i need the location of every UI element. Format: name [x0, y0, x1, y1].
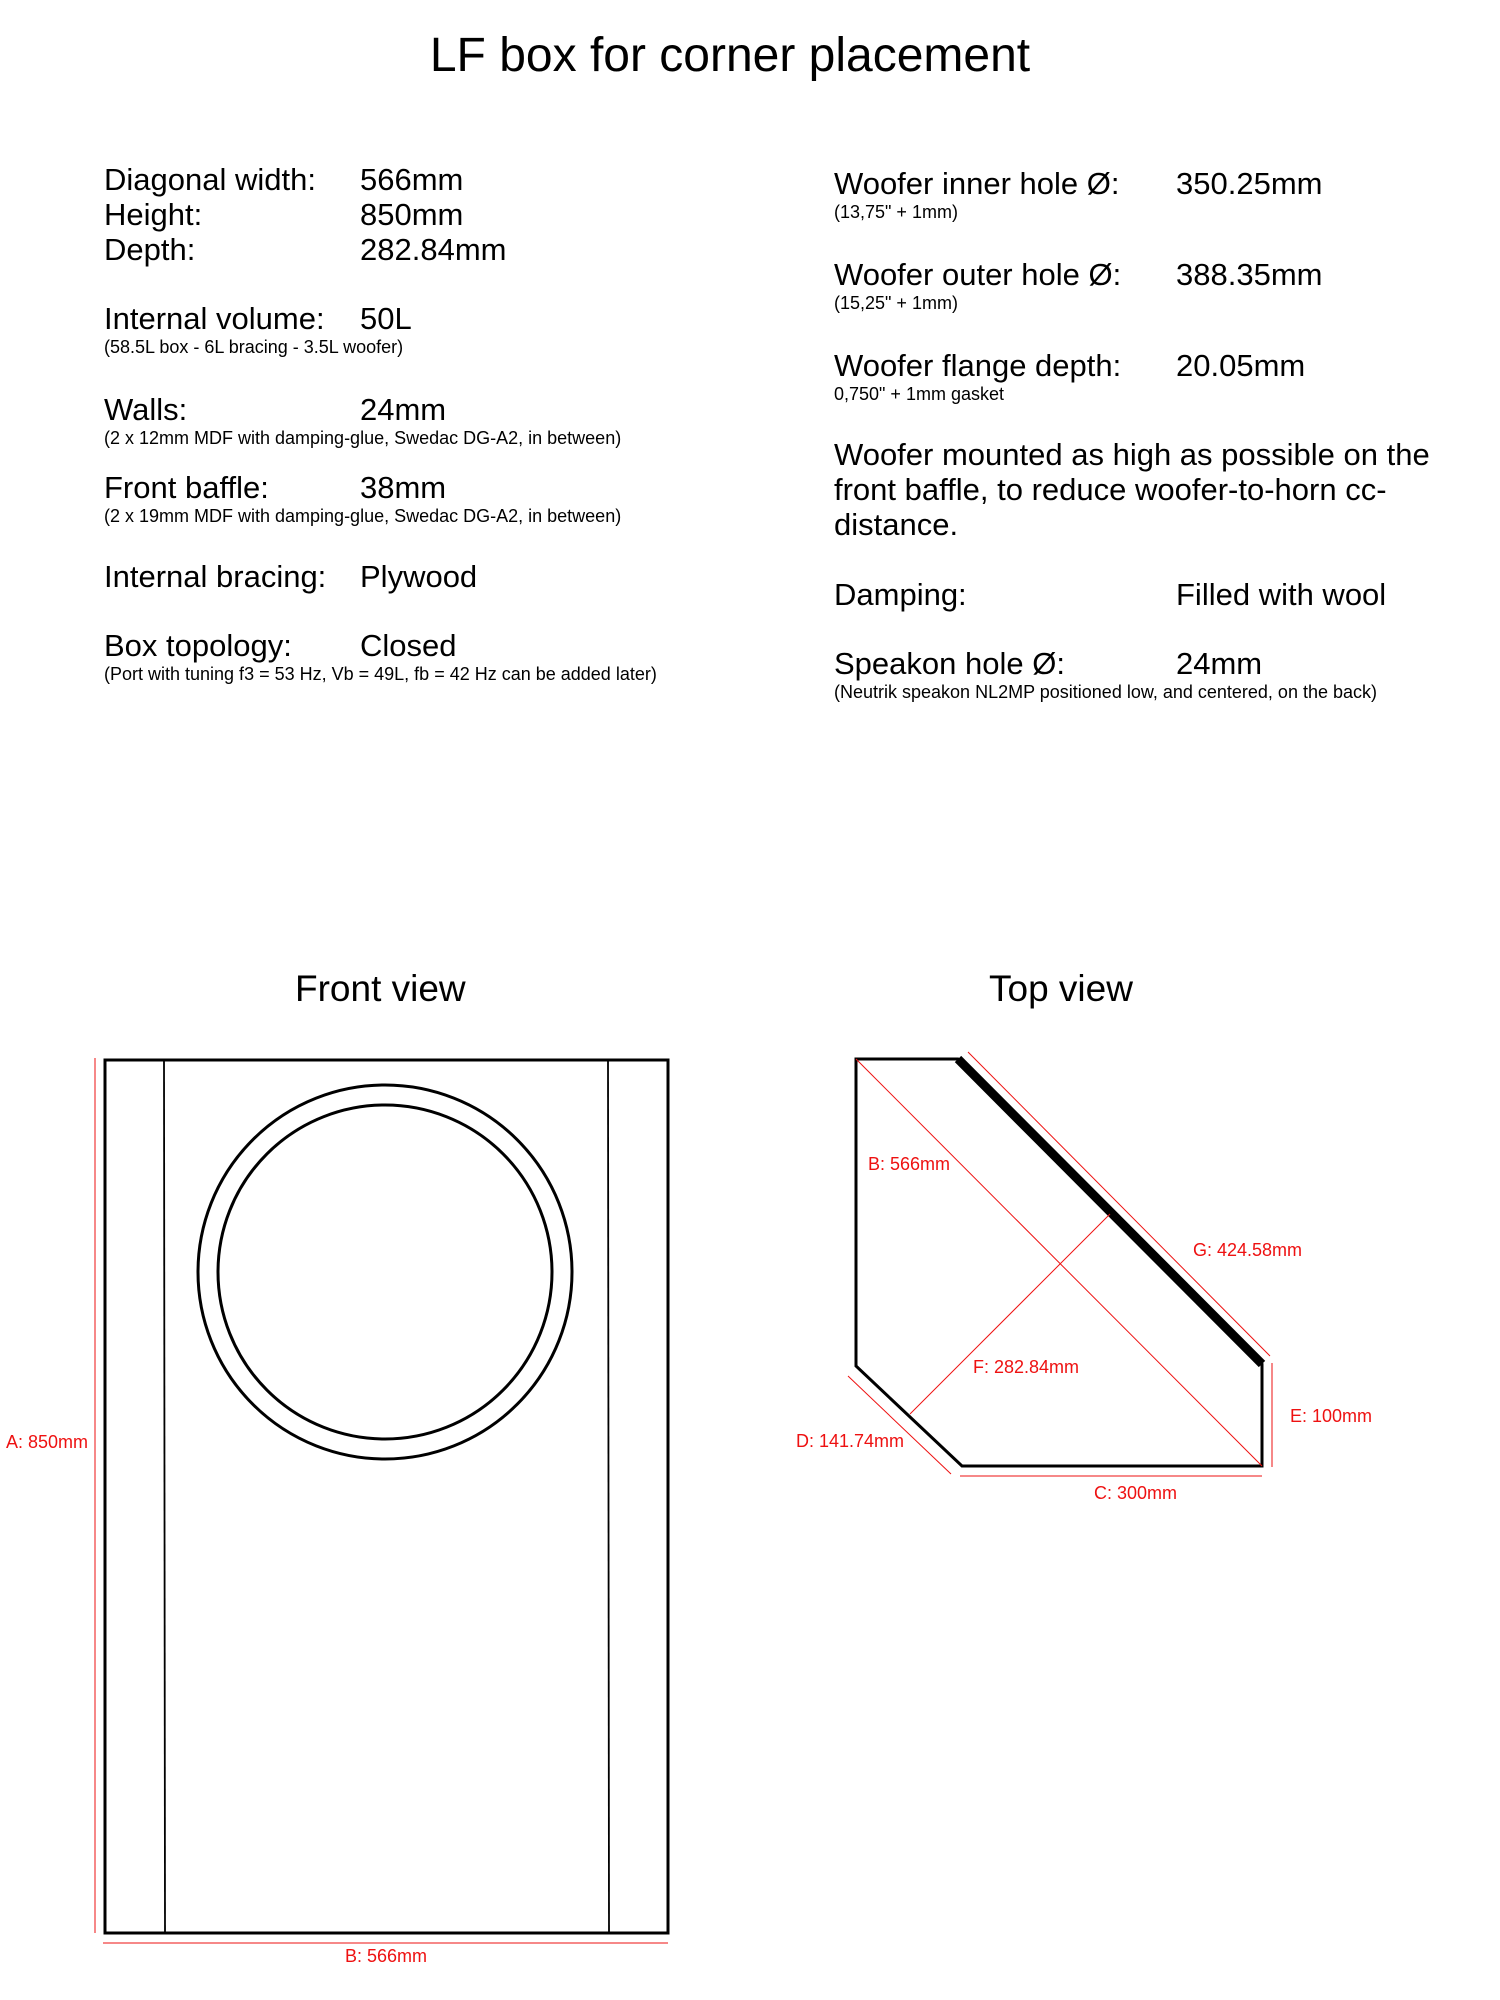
front-baffle-label: Front baffle: — [104, 470, 269, 505]
front-baffle-edge — [958, 1059, 1262, 1364]
top-view-title: Top view — [989, 968, 1133, 1009]
height-label: Height: — [104, 197, 203, 232]
diagonal-width-label: Diagonal width: — [104, 162, 316, 197]
woofer-outer-hole-label: Woofer outer hole Ø: — [834, 257, 1122, 292]
front-view-outline — [105, 1060, 668, 1933]
woofer-outer-hole-value: 388.35mm — [1176, 257, 1323, 292]
woofer-inner-hole-value: 350.25mm — [1176, 166, 1323, 201]
woofer-flange-depth-label: Woofer flange depth: — [834, 348, 1122, 383]
damping-label: Damping: — [834, 577, 967, 612]
woofer-flange-depth-note: 0,750" + 1mm gasket — [834, 384, 1004, 404]
woofer-mounting-text: Woofer mounted as high as possible on the front baffle, to reduce woofer-to-horn cc-distance. — [834, 437, 1430, 542]
front-view-drawing — [6, 1058, 668, 1966]
woofer-outer-hole-note: (15,25" + 1mm) — [834, 293, 958, 313]
depth-value: 282.84mm — [360, 232, 507, 267]
internal-volume-note: (58.5L box - 6L bracing - 3.5L woofer) — [104, 337, 404, 357]
internal-bracing-value: Plywood — [360, 559, 478, 594]
front-baffle-note: (2 x 19mm MDF with damping-glue, Swedac DG-A2, in between) — [104, 506, 622, 526]
dimension-label-e: E: 100mm — [1290, 1406, 1373, 1426]
box-topology-label: Box topology: — [104, 628, 292, 663]
dimension-line-d — [848, 1376, 951, 1474]
dimension-label-g: G: 424.58mm — [1193, 1240, 1303, 1260]
box-topology-value: Closed — [360, 628, 457, 663]
speakon-hole-note: (Neutrik speakon NL2MP positioned low, and centered, on the back) — [834, 682, 1377, 702]
height-value: 850mm — [360, 197, 464, 232]
woofer-inner-hole-label: Woofer inner hole Ø: — [834, 166, 1120, 201]
dimension-label-d: D: 141.74mm — [796, 1431, 905, 1451]
dimension-label-f: F: 282.84mm — [973, 1357, 1080, 1377]
woofer-inner-hole-note: (13,75" + 1mm) — [834, 202, 958, 222]
speakon-hole-label: Speakon hole Ø: — [834, 646, 1065, 681]
internal-volume-label: Internal volume: — [104, 301, 325, 336]
walls-label: Walls: — [104, 392, 188, 427]
walls-note: (2 x 12mm MDF with damping-glue, Swedac DG-A2, in between) — [104, 428, 622, 448]
damping-value: Filled with wool — [1176, 577, 1387, 612]
woofer-flange-depth-value: 20.05mm — [1176, 348, 1306, 383]
front-view-title: Front view — [295, 968, 466, 1009]
walls-value: 24mm — [360, 392, 447, 427]
dimension-label-c: C: 300mm — [1094, 1483, 1178, 1503]
dimension-label-a: A: 850mm — [6, 1432, 89, 1452]
internal-bracing-label: Internal bracing: — [104, 559, 327, 594]
dimension-line-f — [910, 1214, 1110, 1414]
speakon-hole-value: 24mm — [1176, 646, 1263, 681]
diagonal-width-value: 566mm — [360, 162, 464, 197]
dimension-label-b-top: B: 566mm — [868, 1154, 951, 1174]
woofer-inner-circle — [218, 1105, 552, 1439]
front-baffle-value: 38mm — [360, 470, 447, 505]
front-view-right-wall-line — [608, 1061, 609, 1932]
page-title: LF box for corner placement — [429, 29, 1031, 82]
woofer-outer-circle — [198, 1085, 572, 1459]
front-view-left-wall-line — [164, 1061, 165, 1932]
box-topology-note: (Port with tuning f3 = 53 Hz, Vb = 49L, fb = 42 Hz can be added later) — [104, 664, 657, 684]
top-view-drawing — [796, 1052, 1372, 1503]
depth-label: Depth: — [104, 232, 196, 267]
dimension-line-b-top — [856, 1059, 1262, 1466]
dimension-label-b-front: B: 566mm — [345, 1946, 428, 1966]
internal-volume-value: 50L — [360, 301, 412, 336]
